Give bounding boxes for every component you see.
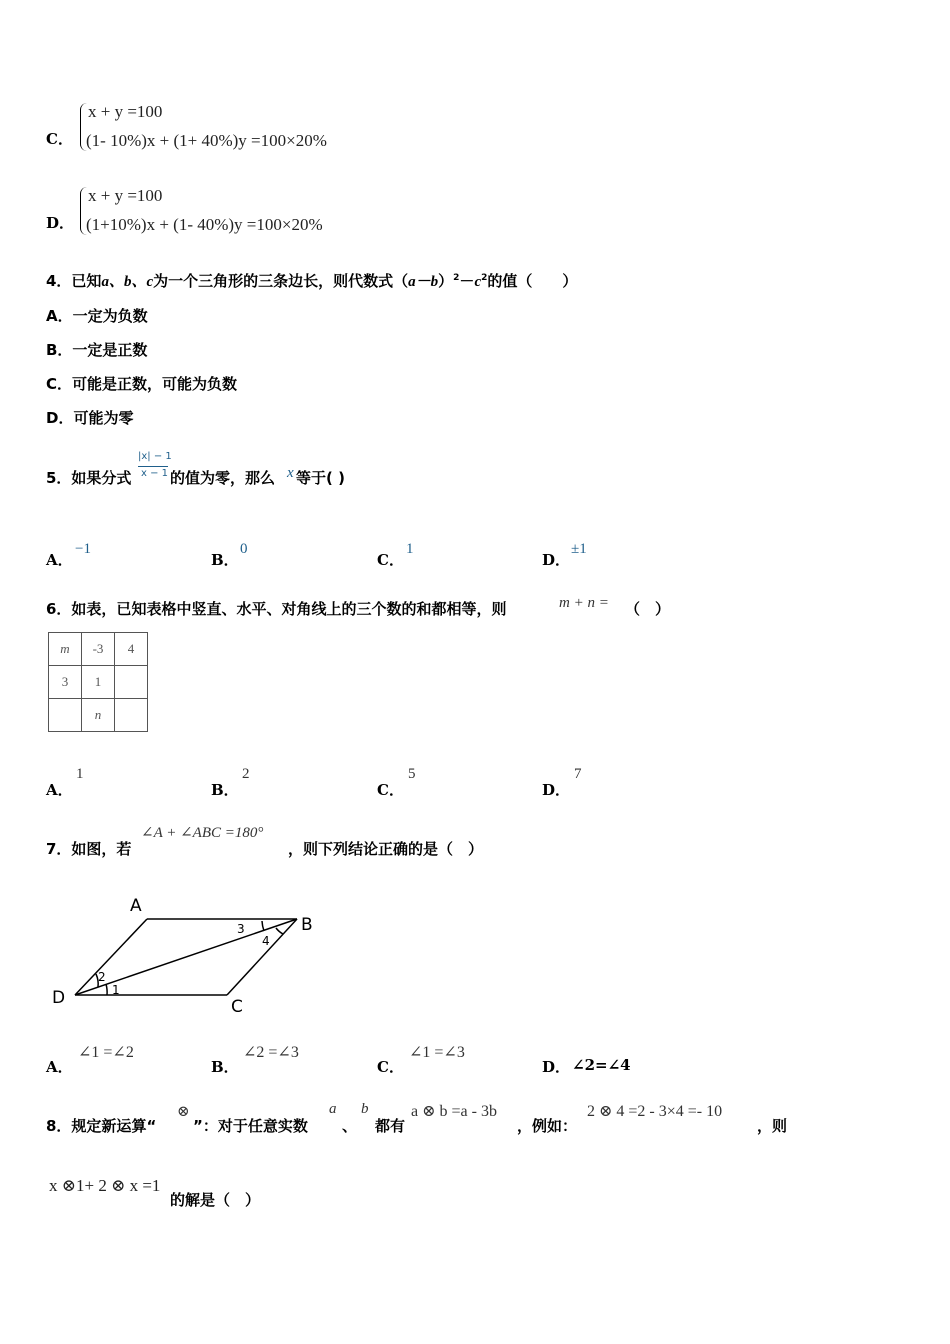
q6-option-b-value: 2 [242, 766, 250, 782]
q7-angle-label-4: 4 [262, 934, 270, 948]
q5-option-d-label: D． [542, 551, 571, 569]
q7-expression: ∠A + ∠ABC =180° [141, 825, 264, 841]
q7-stem-start: 7．如图，若 [46, 840, 132, 858]
q3-option-c-label: C． [46, 130, 73, 148]
q8-stem-has: 都有 [375, 1117, 406, 1135]
q6-option-b-label: B． [211, 781, 239, 799]
q4-option-b: B．一定是正数 [46, 341, 148, 359]
q5-fraction-denominator: x − 1 [141, 468, 169, 479]
q6-expression: m + n = [559, 595, 609, 611]
q5-option-d-value: ±1 [571, 541, 587, 557]
q6-magic-square [48, 632, 148, 732]
q7-angle-label-2: 2 [98, 970, 106, 984]
q6-stem-start: 6．如表，已知表格中竖直、水平、对角线上的三个数的和都相等，则 [46, 600, 507, 618]
q5-stem-end: 等于( ) [296, 469, 345, 487]
q7-option-d-value: ∠2=∠4 [572, 1056, 631, 1074]
q6-cell [115, 666, 148, 699]
q7-option-a-value: ∠1 =∠2 [78, 1044, 134, 1061]
q8-separator: 、 [342, 1117, 358, 1135]
q5-option-c-label: C． [377, 551, 404, 569]
q3-option-d-label: D． [46, 214, 75, 232]
q7-angle-label-3: 3 [237, 922, 245, 936]
q5-option-a-label: A． [46, 551, 73, 569]
q6-option-a-label: A． [46, 781, 73, 799]
q6-cell [115, 699, 148, 732]
q8-variable-b: b [361, 1101, 369, 1117]
q7-option-d-label: D． [542, 1058, 571, 1076]
q8-stem-then: ，则 [757, 1117, 788, 1135]
q6-cell: 4 [115, 633, 148, 666]
q8-example: 2 ⊗ 4 =2 - 3×4 =- 10 [587, 1103, 723, 1120]
q4-option-a: A．一定为负数 [46, 307, 148, 325]
q6-option-d-value: 7 [574, 766, 582, 782]
q8-stem-example: ，例如： [517, 1117, 578, 1135]
q3-d-equation-1: x + y =100 [88, 186, 163, 205]
q8-stem-start: 8．规定新运算“ [46, 1117, 157, 1135]
q7-angle-label-1: 1 [112, 983, 120, 997]
q4-option-c: C．可能是正数，可能为负数 [46, 375, 238, 393]
q7-stem-end: ，则下列结论正确的是（ ） [288, 840, 484, 858]
q8-variable-a: a [329, 1101, 337, 1117]
q5-fraction-numerator: |x| − 1 [138, 451, 172, 462]
q8-definition: a ⊗ b =a - 3b [411, 1103, 497, 1120]
q6-cell: n [82, 699, 115, 732]
q8-stem-end: 的解是（ ） [170, 1191, 261, 1209]
q5-option-b-label: B． [211, 551, 239, 569]
q7-label-c: C [231, 997, 243, 1017]
q7-option-b-value: ∠2 =∠3 [243, 1044, 299, 1061]
q7-angle-arc-4 [276, 928, 283, 934]
q3-c-equation-1: x + y =100 [88, 102, 163, 121]
q7-angle-arc-3 [262, 921, 264, 931]
q6-cell: 1 [82, 666, 115, 699]
q5-variable: x [287, 465, 294, 481]
q6-stem-end: （ ） [625, 600, 671, 618]
q7-option-c-value: ∠1 =∠3 [409, 1044, 465, 1061]
q6-option-c-label: C． [377, 781, 404, 799]
q5-option-c-value: 1 [406, 541, 414, 557]
q7-label-a: A [130, 896, 142, 916]
q6-cell [49, 699, 82, 732]
q6-cell: -3 [82, 633, 115, 666]
q8-equation: x ⊗1+ 2 ⊗ x =1 [49, 1176, 161, 1195]
q7-label-d: D [52, 988, 66, 1008]
q6-option-d-label: D． [542, 781, 571, 799]
q7-option-b-label: B． [211, 1058, 239, 1076]
q5-fraction-bar [138, 466, 168, 467]
q6-cell: m [49, 633, 82, 666]
q6-option-a-value: 1 [76, 766, 84, 782]
q7-angle-arc-1 [106, 984, 107, 995]
q3-c-equation-2: (1- 10%)x + (1+ 40%)y =100×20% [86, 131, 327, 150]
q3-d-equation-2: (1+10%)x + (1- 40%)y =100×20% [86, 215, 323, 234]
q6-cell: 3 [49, 666, 82, 699]
q7-side-ad [75, 919, 147, 995]
q7-parallelogram-figure [40, 888, 330, 1018]
q6-option-c-value: 5 [408, 766, 416, 782]
q5-stem-start: 5．如果分式 [46, 469, 132, 487]
q7-option-a-label: A． [46, 1058, 73, 1076]
q4-stem: 4．已知a、b、c为一个三角形的三条边长，则代数式$(a-b)^2-c^2$的值（ ） [46, 272, 578, 290]
q7-label-b: B [301, 915, 313, 935]
q7-option-c-label: C． [377, 1058, 404, 1076]
q5-option-a-value: −1 [75, 541, 91, 557]
q8-stem-middle: ”：对于任意实数 [193, 1117, 308, 1135]
q5-stem-middle: 的值为零，那么 [170, 469, 276, 487]
q8-operator-symbol: ⊗ [177, 1104, 190, 1120]
q4-option-d: D．可能为零 [46, 409, 134, 427]
q5-option-b-value: 0 [240, 541, 248, 557]
